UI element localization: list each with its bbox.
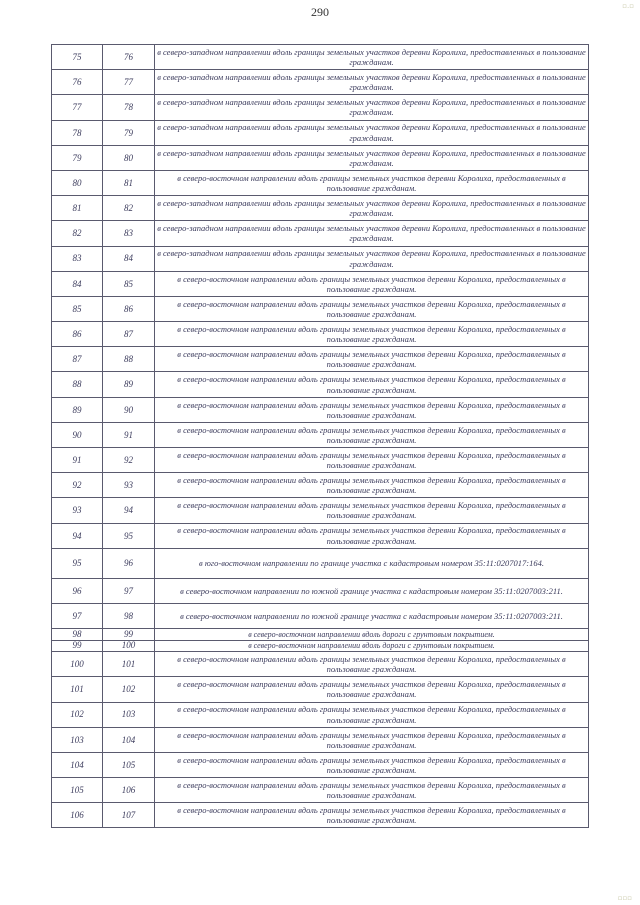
point-from-cell: 106	[52, 803, 103, 828]
table-row	[52, 372, 589, 397]
description-cell: в северо-западном направлении вдоль границы земельных участков деревни Королиха, предоставленных в пользование гражданам.	[155, 246, 589, 271]
point-to-cell: 106	[103, 778, 155, 803]
description-cell: в северо-восточном направлении вдоль границы земельных участков деревни Королиха, предоставленных в пользование гражданам.	[155, 652, 589, 677]
point-from-cell: 95	[52, 548, 103, 578]
table-row	[52, 803, 589, 828]
point-to-cell: 94	[103, 498, 155, 523]
point-to-cell: 81	[103, 170, 155, 195]
description-cell: в северо-восточном направлении вдоль границы земельных участков деревни Королиха, предоставленных в пользование гражданам.	[155, 803, 589, 828]
point-from-cell: 98	[52, 629, 103, 641]
point-from-cell: 85	[52, 296, 103, 321]
table-row	[52, 422, 589, 447]
point-from-cell: 78	[52, 120, 103, 145]
table-row	[52, 677, 589, 702]
point-from-cell: 84	[52, 271, 103, 296]
point-from-cell: 88	[52, 372, 103, 397]
point-from-cell: 102	[52, 702, 103, 727]
table-row	[52, 70, 589, 95]
table-row	[52, 170, 589, 195]
description-cell: в северо-восточном направлении вдоль границы земельных участков деревни Королиха, предоставленных в пользование гражданам.	[155, 170, 589, 195]
table-row	[52, 473, 589, 498]
point-from-cell: 101	[52, 677, 103, 702]
point-from-cell: 75	[52, 45, 103, 70]
description-cell: в юго-восточном направлении по границе участка с кадастровым номером 35:11:0207017:164.	[155, 548, 589, 578]
table-row	[52, 498, 589, 523]
description-cell: в северо-западном направлении вдоль границы земельных участков деревни Королиха, предоставленных в пользование гражданам.	[155, 95, 589, 120]
table-row	[52, 45, 589, 70]
point-from-cell: 80	[52, 170, 103, 195]
description-cell: в северо-восточном направлении вдоль границы земельных участков деревни Королиха, предоставленных в пользование гражданам.	[155, 448, 589, 473]
point-to-cell: 89	[103, 372, 155, 397]
point-from-cell: 89	[52, 397, 103, 422]
table-row	[52, 578, 589, 603]
point-from-cell: 93	[52, 498, 103, 523]
point-from-cell: 76	[52, 70, 103, 95]
point-from-cell: 81	[52, 196, 103, 221]
description-cell: в северо-восточном направлении вдоль границы земельных участков деревни Королиха, предоставленных в пользование гражданам.	[155, 498, 589, 523]
description-cell: в северо-восточном направлении вдоль границы земельных участков деревни Королиха, предоставленных в пользование гражданам.	[155, 422, 589, 447]
point-to-cell: 100	[103, 640, 155, 652]
point-from-cell: 92	[52, 473, 103, 498]
point-from-cell: 94	[52, 523, 103, 548]
point-from-cell: 97	[52, 603, 103, 628]
point-from-cell: 79	[52, 145, 103, 170]
point-from-cell: 87	[52, 347, 103, 372]
point-to-cell: 79	[103, 120, 155, 145]
table-row	[52, 448, 589, 473]
point-to-cell: 91	[103, 422, 155, 447]
table-row	[52, 727, 589, 752]
point-to-cell: 80	[103, 145, 155, 170]
point-to-cell: 103	[103, 702, 155, 727]
point-to-cell: 101	[103, 652, 155, 677]
description-cell: в северо-восточном направлении вдоль границы земельных участков деревни Королиха, предоставленных в пользование гражданам.	[155, 397, 589, 422]
description-cell: в северо-восточном направлении вдоль дороги с грунтовым покрытием.	[155, 640, 589, 652]
table-row	[52, 778, 589, 803]
table-row	[52, 397, 589, 422]
table-row	[52, 271, 589, 296]
table-row	[52, 702, 589, 727]
point-from-cell: 104	[52, 752, 103, 777]
description-cell: в северо-западном направлении вдоль границы земельных участков деревни Королиха, предоставленных в пользование гражданам.	[155, 45, 589, 70]
description-cell: в северо-западном направлении вдоль границы земельных участков деревни Королиха, предоставленных в пользование гражданам.	[155, 221, 589, 246]
description-cell: в северо-восточном направлении вдоль границы земельных участков деревни Королиха, предоставленных в пользование гражданам.	[155, 752, 589, 777]
description-cell: в северо-восточном направлении по южной границе участка с кадастровым номером 35:11:0207003:211.	[155, 578, 589, 603]
point-from-cell: 96	[52, 578, 103, 603]
description-cell: в северо-восточном направлении вдоль границы земельных участков деревни Королиха, предоставленных в пользование гражданам.	[155, 677, 589, 702]
point-to-cell: 88	[103, 347, 155, 372]
description-cell: в северо-восточном направлении вдоль границы земельных участков деревни Королиха, предоставленных в пользование гражданам.	[155, 347, 589, 372]
point-to-cell: 98	[103, 603, 155, 628]
table-body	[52, 45, 589, 828]
table-row	[52, 145, 589, 170]
point-to-cell: 96	[103, 548, 155, 578]
point-from-cell: 100	[52, 652, 103, 677]
point-from-cell: 91	[52, 448, 103, 473]
description-cell: в северо-восточном направлении по южной границе участка с кадастровым номером 35:11:0207003:211.	[155, 603, 589, 628]
page-number: 290	[311, 5, 329, 19]
point-to-cell: 92	[103, 448, 155, 473]
description-cell: в северо-восточном направлении вдоль границы земельных участков деревни Королиха, предоставленных в пользование гражданам.	[155, 523, 589, 548]
point-to-cell: 97	[103, 578, 155, 603]
table-row	[52, 221, 589, 246]
table-row	[52, 322, 589, 347]
boundary-description-table	[51, 44, 589, 828]
point-from-cell: 83	[52, 246, 103, 271]
table-row	[52, 640, 589, 652]
description-cell: в северо-восточном направлении вдоль границы земельных участков деревни Королиха, предоставленных в пользование гражданам.	[155, 727, 589, 752]
table-row	[52, 95, 589, 120]
point-to-cell: 82	[103, 196, 155, 221]
point-to-cell: 76	[103, 45, 155, 70]
point-to-cell: 105	[103, 752, 155, 777]
table-row	[52, 347, 589, 372]
point-to-cell: 93	[103, 473, 155, 498]
description-cell: в северо-западном направлении вдоль границы земельных участков деревни Королиха, предоставленных в пользование гражданам.	[155, 120, 589, 145]
table-row	[52, 246, 589, 271]
description-cell: в северо-восточном направлении вдоль границы земельных участков деревни Королиха, предоставленных в пользование гражданам.	[155, 372, 589, 397]
description-cell: в северо-восточном направлении вдоль границы земельных участков деревни Королиха, предоставленных в пользование гражданам.	[155, 702, 589, 727]
point-to-cell: 86	[103, 296, 155, 321]
point-to-cell: 107	[103, 803, 155, 828]
point-from-cell: 99	[52, 640, 103, 652]
table-row	[52, 196, 589, 221]
point-from-cell: 77	[52, 95, 103, 120]
table-row	[52, 752, 589, 777]
table-row	[52, 603, 589, 628]
corner-mark-bottom: ▫▫▫	[617, 894, 632, 902]
description-cell: в северо-западном направлении вдоль границы земельных участков деревни Королиха, предоставленных в пользование гражданам.	[155, 70, 589, 95]
description-cell: в северо-восточном направлении вдоль границы земельных участков деревни Королиха, предоставленных в пользование гражданам.	[155, 322, 589, 347]
corner-mark-top: ▫.▫	[622, 2, 634, 10]
description-cell: в северо-западном направлении вдоль границы земельных участков деревни Королиха, предоставленных в пользование гражданам.	[155, 196, 589, 221]
point-to-cell: 90	[103, 397, 155, 422]
table-row	[52, 296, 589, 321]
point-to-cell: 85	[103, 271, 155, 296]
description-cell: в северо-восточном направлении вдоль границы земельных участков деревни Королиха, предоставленных в пользование гражданам.	[155, 296, 589, 321]
point-from-cell: 90	[52, 422, 103, 447]
point-from-cell: 105	[52, 778, 103, 803]
table-row	[52, 523, 589, 548]
table-row	[52, 652, 589, 677]
point-to-cell: 104	[103, 727, 155, 752]
table-row	[52, 548, 589, 578]
point-to-cell: 102	[103, 677, 155, 702]
point-to-cell: 87	[103, 322, 155, 347]
description-cell: в северо-западном направлении вдоль границы земельных участков деревни Королиха, предоставленных в пользование гражданам.	[155, 145, 589, 170]
point-to-cell: 99	[103, 629, 155, 641]
point-to-cell: 78	[103, 95, 155, 120]
table-row	[52, 120, 589, 145]
description-cell: в северо-восточном направлении вдоль границы земельных участков деревни Королиха, предоставленных в пользование гражданам.	[155, 778, 589, 803]
point-to-cell: 83	[103, 221, 155, 246]
point-to-cell: 77	[103, 70, 155, 95]
description-cell: в северо-восточном направлении вдоль границы земельных участков деревни Королиха, предоставленных в пользование гражданам.	[155, 473, 589, 498]
point-from-cell: 86	[52, 322, 103, 347]
description-cell: в северо-восточном направлении вдоль дороги с грунтовым покрытием.	[155, 629, 589, 641]
point-to-cell: 95	[103, 523, 155, 548]
point-to-cell: 84	[103, 246, 155, 271]
description-cell: в северо-восточном направлении вдоль границы земельных участков деревни Королиха, предоставленных в пользование гражданам.	[155, 271, 589, 296]
point-from-cell: 82	[52, 221, 103, 246]
point-from-cell: 103	[52, 727, 103, 752]
table-row	[52, 629, 589, 641]
